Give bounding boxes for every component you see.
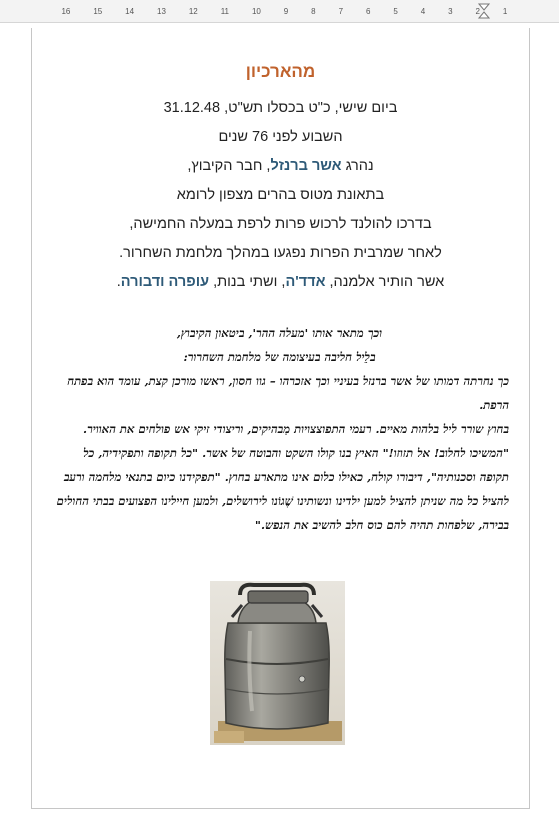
crash-line: בתאונת מטוס בהרים מצפון לרומא	[176, 187, 385, 203]
document-page[interactable]	[31, 28, 530, 809]
war-line: לאחר שמרבית הפרות נפגעו במהלך מלחמת השחרור.	[119, 245, 442, 261]
route-line: בדרכו להולנד לרכוש פרות לרפת במעלה החמישה,	[129, 216, 432, 232]
family-end: .	[116, 274, 121, 290]
daughters-names: עופרה ודבורה	[120, 274, 210, 290]
killed-suffix: , חבר הקיבוץ,	[187, 158, 271, 174]
indent-marker-icon[interactable]	[475, 3, 490, 19]
article-title: מהארכיון	[245, 62, 316, 81]
family-prefix: אשר הותיר אלמנה,	[325, 274, 445, 290]
quote-paragraph: כך נחרתה דמותו של אשר ברנזל בעיניי וכך אזכרהו – גוו חסון, ראשו מורכן קצת, עומד הוא בפתח הרפת.	[67, 374, 509, 412]
horizontal-ruler[interactable]	[0, 0, 559, 23]
ruler-numbers	[0, 5, 559, 17]
killed-line	[46, 152, 515, 181]
ruler-number: 10	[251, 6, 261, 16]
person-name: אשר ברנזל	[270, 158, 342, 174]
ruler-number: 11	[220, 6, 229, 16]
widow-name: אדד'ה	[285, 274, 326, 290]
quote-paragraph: בחוץ שורר ליל בלהות מאיים. רעמי התפוצצויות מַבהיקים, וריצודי זיקי אש פולחים את האוויר.	[83, 422, 509, 436]
milk-can-photo	[210, 581, 345, 745]
ruler-number: 12	[188, 6, 198, 16]
family-mid: , ושתי בנות,	[209, 274, 286, 290]
date-line: ביום שישי, כ"ט בכסלו תש"ט, 31.12.48	[163, 100, 398, 116]
killed-prefix: נהרג	[341, 158, 374, 174]
quote-paragraph: "המשיכו לחלוב! אל תזוזו!" האיץ בנו קולו השקט והבוטח של אשר. "כל תקופה ותפקידיה, כל תקופה וסכנותיה", דיבורו קולח, כאילו כלום אינו מתארע בחוץ. "תפקידנו כיום בתנאי מלחמה ורעב להציל כל מה שניתן להציל למען ילדינו ונשותינו שֶׁגוֹנו לירושלים, ולמען חיילינו הפצועים בבתי החולים בבירה, שלפחות תהיה להם כוס חלב להשיב את הנפש."	[56, 446, 509, 532]
ruler-number: 2	[475, 6, 480, 16]
ruler-number: 7	[338, 6, 344, 16]
ruler-number: 4	[420, 6, 426, 16]
ruler-number: 5	[393, 6, 398, 16]
ruler-number: 9	[283, 6, 289, 16]
ruler-number: 8	[311, 6, 316, 16]
quote-intro-line: בלֵיל חליבה בעיצומה של מלחמת השחרור:	[183, 350, 376, 364]
ruler-number: 3	[448, 6, 453, 16]
ruler-number: 1	[502, 6, 508, 16]
ruler-number: 16	[61, 6, 71, 16]
archive-quote	[50, 321, 509, 537]
ruler-number: 13	[157, 6, 166, 16]
ruler-number: 6	[365, 6, 371, 16]
ruler-number: 14	[125, 6, 135, 16]
ruler-number: 15	[93, 6, 103, 16]
family-line	[46, 268, 515, 297]
article-intro	[46, 62, 515, 297]
years-ago-line: השבוע לפני 76 שנים	[218, 129, 343, 145]
quote-intro-line: וכך מתאר אותו 'מעלה ההר', ביטאון הקיבוץ,	[176, 326, 383, 340]
